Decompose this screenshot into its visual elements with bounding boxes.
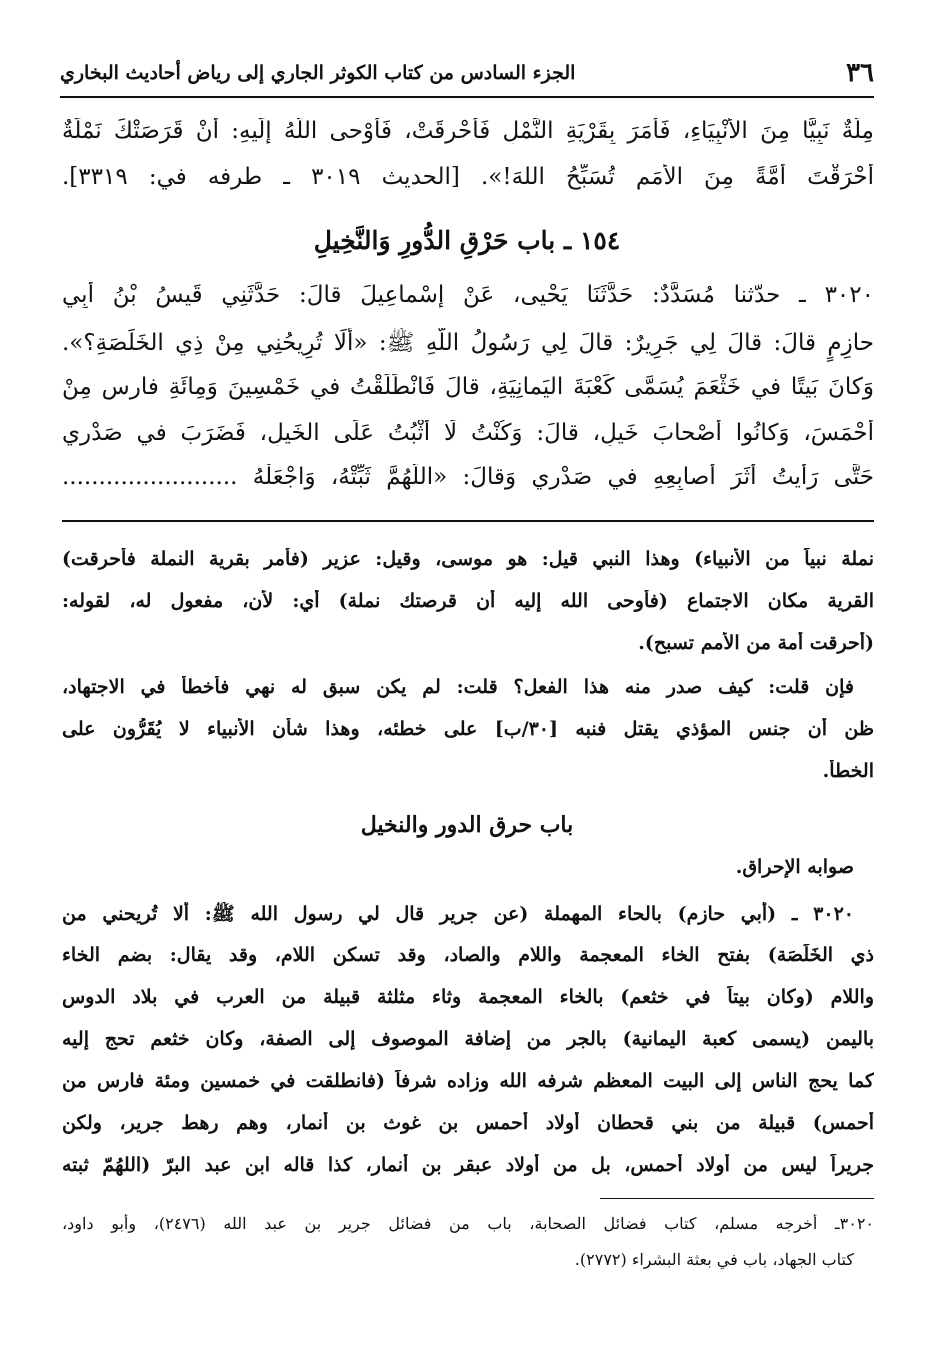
commentary-line: ذي الخَلَصَة) بفتح الخاء المعجمة واللام والصاد، وقد تسكن اللام، وقد يقال: بضم الخاء xyxy=(62,944,874,966)
footnote-line: كتاب الجهاد، باب في بعثة البشراء (٢٧٧٢). xyxy=(574,1250,854,1269)
matn-line: مِلَّةٌ نَبِيًّا مِنَ الأَنْبِيَاءِ، فَأَمَرَ بِقَرْيَةِ النَّمْلِ فَأُحْرِقَتْ، فَأَوْحى اللَّهُ إِلَيهِ: أَنْ قَرَصَتْكَ نَمْلَةٌ xyxy=(62,118,874,144)
running-title: الجزء السادس من كتاب الكوثر الجاري إلى رياض أحاديث البخاري xyxy=(60,62,576,84)
commentary-line: جريراً ليس من أولاد أحمس، بل من أولاد عبقر بن أنمار، كذا قاله ابن عبد البرّ (اللهُمّ ثبته xyxy=(62,1154,874,1176)
commentary-line: القرية مكان الاجتماع (فأوحى الله إليه أن قرصتك نملة) أي: لأن، مفعول له، لقوله: xyxy=(62,590,874,612)
hadith-line: وَكانَ بَيتًا في خَثْعَمَ يُسَمَّى كَعْبَةَ اليَمانِيَةِ، قالَ فَانْطَلَقْتُ في خَمْسِينَ وَمِائَةِ فارِسٍ مِنْ xyxy=(62,374,874,400)
matn-line: أَحْرَقْتَ أُمَّةً مِنَ الأُمَمِ تُسَبِّحُ اللهَ!». [الحديث ٣٠١٩ ـ طرفه في: ٣٣١٩]. xyxy=(62,164,874,190)
hadith-line: حازِمٍ قالَ: قالَ لِي جَرِيرٌ: قالَ لِي رَسُولُ اللَّهِ ﷺ: «أَلَا تُرِيحُنِي مِنْ ذِي الخَلَصَةِ؟». xyxy=(62,330,874,356)
commentary-line: (أحرقت أمة من الأمم تسبح). xyxy=(638,632,874,654)
hadith-line: أَحْمَسَ، وَكانُوا أَصْحابَ خَيلٍ، قالَ: وَكُنْتُ لَا أَثْبُتُ عَلَى الخَيلِ، فَضَرَبَ في صَدْرِي xyxy=(62,420,874,446)
commentary-line: الخطأ. xyxy=(822,760,874,782)
running-header xyxy=(60,58,874,94)
chapter-heading: ١٥٤ ـ باب حَرْقِ الدُّورِ وَالنَّخِيلِ xyxy=(313,226,621,255)
commentary-line: ظن أن جنس المؤذي يقتل فنبه [٣٠/ب] على خطئه، وهذا شأن الأنبياء لا يُقَرُّون على xyxy=(62,718,874,740)
hadith-line: حَتَّى رَأَيتُ أَثَرَ أَصابِعِهِ في صَدْرِي وَقالَ: «اللَّهُمَّ ثَبِّتْهُ، وَاجْعَلْهُ ........................ xyxy=(62,464,874,490)
commentary-line: فإن قلت: كيف صدر منه هذا الفعل؟ قلت: لم يكن سبق له نهي فأخطأ في الاجتهاد، xyxy=(62,676,854,698)
matn-commentary-divider xyxy=(62,520,874,522)
commentary-heading: باب حرق الدور والنخيل xyxy=(360,812,574,838)
hadith-line: ٣٠٢٠ ـ حدّثنا مُسَدَّدٌ: حَدَّثَنَا يَحْيى، عَنْ إِسْماعِيلَ قالَ: حَدَّثَنِي قَيسُ بْنُ أَبِي xyxy=(62,282,874,308)
commentary-line: نملة نبياً من الأنبياء) وهذا النبي قيل: هو موسى، وقيل: عزير (فأمر بقرية النملة فأحرقت) xyxy=(62,548,874,570)
page-number: ٣٦ xyxy=(846,58,874,88)
footnote-line: ٣٠٢٠ـ أخرجه مسلم، كتاب فضائل الصحابة، باب من فضائل جرير بن عبد الله (٢٤٧٦)، وأبو داود، xyxy=(62,1214,874,1233)
footnote-rule xyxy=(600,1198,874,1199)
header-rule xyxy=(60,96,874,98)
commentary-line: ٣٠٢٠ ـ (أبي حازم) بالحاء المهملة (عن جرير قال لي رسول الله ﷺ: ألا تُريحني من xyxy=(62,903,854,925)
commentary-line: باليمن (يسمى كعبة اليمانية) بالجر من إضافة الموصوف إلى الصفة، وكان خثعم تحج إليه xyxy=(62,1028,874,1050)
commentary-line: صوابه الإحراق. xyxy=(735,856,854,878)
commentary-line: كما يحج الناس إلى البيت المعظم شرفه الله وزاده شرفاً (فانطلقت في خمسين ومئة فارس من xyxy=(62,1070,874,1092)
commentary-line: واللام (وكان بيتاً في خثعم) بالخاء المعجمة وثاء مثلثة قبيلة من العرب في بلاد الدوس xyxy=(62,986,874,1008)
commentary-line: أحمس) قبيلة من بني قحطان أولاد أحمس بن غوث بن أنمار، وهم رهط جرير، ولكن xyxy=(62,1112,874,1134)
